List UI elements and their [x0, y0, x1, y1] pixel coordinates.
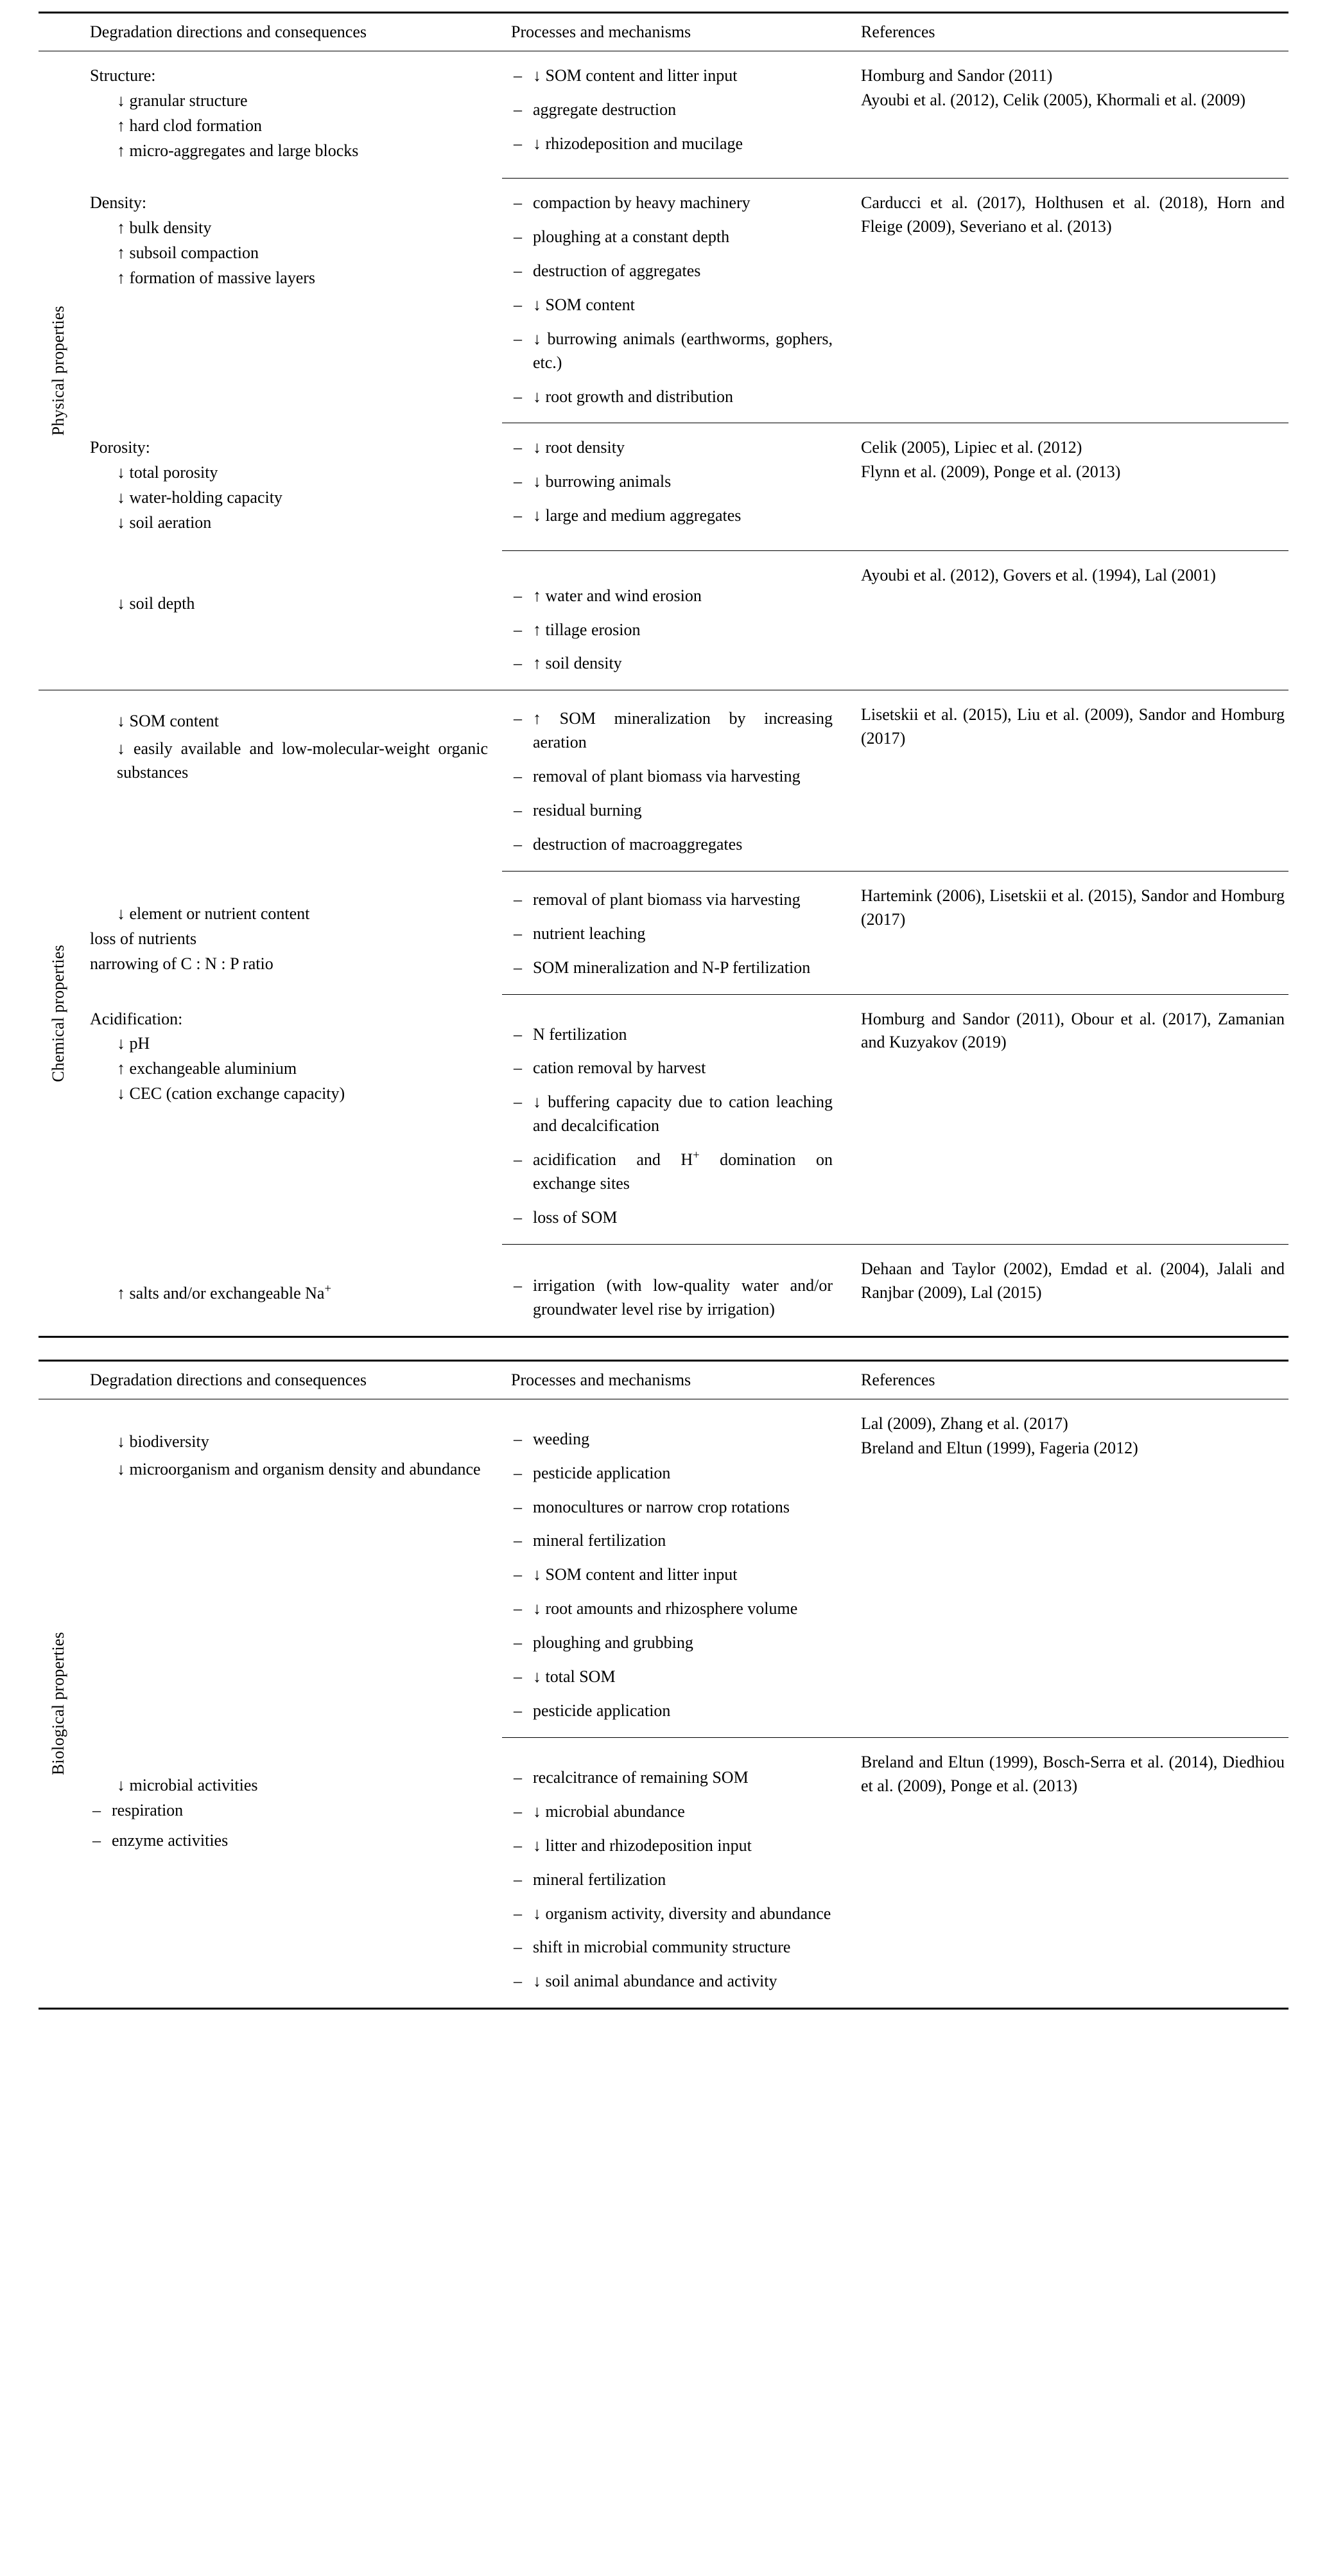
list-item: – ploughing at a constant depth	[511, 225, 833, 249]
table-row	[39, 1399, 1288, 1738]
reference-line: Lal (2009), Zhang et al. (2017)	[861, 1414, 1068, 1433]
degradation-table-part1	[39, 12, 1288, 1338]
header-degradation: Degradation directions and consequences	[90, 1370, 367, 1389]
header-processes: Processes and mechanisms	[511, 22, 691, 41]
list-item: – recalcitrance of remaining SOM	[511, 1766, 833, 1790]
list-item: – ↑ water and wind erosion	[511, 584, 833, 608]
line: ↓ water-holding capacity	[117, 488, 282, 507]
list-item: – loss of SOM	[511, 1206, 833, 1230]
header-degradation: Degradation directions and consequences	[90, 22, 367, 41]
header-references: References	[861, 1370, 935, 1389]
axis-header-spacer	[39, 1362, 78, 1399]
list-item: – SOM mineralization and N-P fertilization	[511, 956, 833, 980]
list-item: – monocultures or narrow crop rotations	[511, 1496, 833, 1520]
cell-processes	[502, 423, 852, 550]
line: ↑ exchangeable aluminium	[117, 1059, 297, 1078]
reference-line: Homburg and Sandor (2011), Obour et al. (2017), Zamanian and Kuzyakov (2019)	[861, 1009, 1285, 1052]
list-item: – ↑ soil density	[511, 652, 833, 676]
table2-bottom-rule	[39, 2009, 1288, 2010]
cell-degradation	[78, 179, 502, 423]
reference-line: Ayoubi et al. (2012), Celik (2005), Khormali et al. (2009)	[861, 90, 1246, 109]
list-item: – respiration	[90, 1799, 488, 1823]
cell-references	[852, 1399, 1288, 1738]
line: loss of nutrients	[90, 929, 197, 948]
cell-references	[852, 551, 1288, 690]
table1-header-row	[39, 13, 1288, 51]
list-item: – ↓ SOM content	[511, 294, 833, 317]
line: ↑ subsoil compaction	[117, 243, 259, 262]
axis-label-text: Chemical properties	[49, 944, 67, 1082]
table2-header-row	[39, 1362, 1288, 1399]
list-item: – ploughing and grubbing	[511, 1631, 833, 1655]
cell-degradation	[78, 1738, 502, 2009]
table-row	[39, 1245, 1288, 1336]
list-item: – ↓ buffering capacity due to cation leaching and decalcification	[511, 1091, 833, 1138]
reference-line: Hartemink (2006), Lisetskii et al. (2015), Sandor and Homburg (2017)	[861, 886, 1285, 929]
line: ↓ granular structure	[117, 91, 248, 110]
list-item: – mineral fertilization	[511, 1868, 833, 1892]
axis-chemical-properties	[39, 690, 78, 1336]
list-item: – cation removal by harvest	[511, 1056, 833, 1080]
cell-degradation	[78, 1245, 502, 1336]
cell-degradation	[78, 690, 502, 871]
cell-processes	[502, 995, 852, 1245]
list-item: – pesticide application	[511, 1699, 833, 1723]
list-item: – ↓ large and medium aggregates	[511, 504, 833, 528]
line: ↓ easily available and low-molecular-weight organic substances	[117, 739, 488, 782]
line: Structure:	[90, 66, 156, 85]
list-item: – ↓ root density	[511, 436, 833, 460]
cell-degradation	[78, 51, 502, 179]
reference-line: Breland and Eltun (1999), Bosch-Serra et al. (2014), Diedhiou et al. (2009), Ponge et al. (2013)	[861, 1752, 1285, 1795]
line: ↓ CEC (cation exchange capacity)	[117, 1084, 345, 1103]
cell-references	[852, 690, 1288, 871]
list-item: – removal of plant biomass via harvesting	[511, 888, 833, 912]
table-row	[39, 690, 1288, 871]
line: ↓ soil aeration	[117, 513, 212, 532]
line: ↓ soil depth	[117, 593, 195, 613]
line: ↓ microorganism and organism density and abundance	[117, 1459, 481, 1478]
table-row	[39, 179, 1288, 423]
list-item: – ↓ root amounts and rhizosphere volume	[511, 1597, 833, 1621]
reference-line: Homburg and Sandor (2011)	[861, 66, 1053, 85]
list-item: – shift in microbial community structure	[511, 1936, 833, 1959]
line: Acidification:	[90, 1009, 183, 1028]
reference-line: Breland and Eltun (1999), Fageria (2012)	[861, 1438, 1138, 1457]
line: ↓ total porosity	[117, 463, 218, 482]
table-row	[39, 51, 1288, 179]
list-item: – residual burning	[511, 799, 833, 823]
line: ↑ formation of massive layers	[117, 268, 316, 287]
axis-biological-properties	[39, 1399, 78, 2009]
line: Density:	[90, 193, 147, 213]
reference-line: Lisetskii et al. (2015), Liu et al. (2009), Sandor and Homburg (2017)	[861, 705, 1285, 748]
table-row	[39, 551, 1288, 690]
cell-processes	[502, 1738, 852, 2009]
table-row	[39, 423, 1288, 550]
list-item: – ↓ litter and rhizodeposition input	[511, 1834, 833, 1858]
cell-processes	[502, 51, 852, 179]
list-item: – pesticide application	[511, 1462, 833, 1485]
list-item: – ↓ burrowing animals	[511, 470, 833, 494]
line: ↑ hard clod formation	[117, 116, 262, 135]
list-item: – ↓ total SOM	[511, 1665, 833, 1689]
list-item: – compaction by heavy machinery	[511, 191, 833, 215]
cell-processes	[502, 1245, 852, 1336]
reference-line: Celik (2005), Lipiec et al. (2012)	[861, 438, 1082, 457]
line: ↓ pH	[117, 1034, 150, 1053]
list-item: – ↓ SOM content and litter input	[511, 64, 833, 88]
list-item: – enzyme activities	[90, 1829, 488, 1853]
cell-processes	[502, 179, 852, 423]
reference-line: Ayoubi et al. (2012), Govers et al. (1994), Lal (2001)	[861, 565, 1216, 584]
reference-line: Dehaan and Taylor (2002), Emdad et al. (2004), Jalali and Ranjbar (2009), Lal (2015)	[861, 1259, 1285, 1302]
line: ↓ SOM content	[117, 712, 219, 731]
line: ↑ bulk density	[117, 218, 212, 238]
header-references: References	[861, 22, 935, 41]
list-item: – destruction of aggregates	[511, 259, 833, 283]
cell-processes	[502, 551, 852, 690]
list-item: – ↑ SOM mineralization by increasing aeration	[511, 707, 833, 755]
list-item: – removal of plant biomass via harvesting	[511, 765, 833, 789]
list-item: – ↓ root growth and distribution	[511, 385, 833, 409]
list-item: – aggregate destruction	[511, 98, 833, 122]
axis-header-spacer	[39, 13, 78, 51]
line: ↓ biodiversity	[117, 1432, 209, 1451]
table-row	[39, 872, 1288, 994]
table-gap	[39, 1338, 1288, 1360]
axis-label-text: Biological properties	[49, 1631, 67, 1775]
axis-label-text: Physical properties	[49, 305, 67, 436]
cell-processes	[502, 690, 852, 871]
degradation-table-part2	[39, 1360, 1288, 2010]
cell-references	[852, 995, 1288, 1245]
axis-physical-properties	[39, 51, 78, 690]
table-row	[39, 995, 1288, 1245]
line: ↑ salts and/or exchangeable Na+	[117, 1282, 331, 1302]
cell-processes	[502, 872, 852, 994]
cell-references	[852, 872, 1288, 994]
list-item: – destruction of macroaggregates	[511, 833, 833, 857]
line: ↓ microbial activities	[117, 1775, 258, 1794]
list-item: – ↓ SOM content and litter input	[511, 1563, 833, 1587]
cell-references	[852, 1738, 1288, 2009]
list-item: – ↓ rhizodeposition and mucilage	[511, 132, 833, 156]
cell-references	[852, 51, 1288, 179]
cell-degradation	[78, 872, 502, 994]
line: Porosity:	[90, 438, 150, 457]
list-item: – mineral fertilization	[511, 1529, 833, 1553]
list-item: – N fertilization	[511, 1023, 833, 1047]
cell-degradation	[78, 423, 502, 550]
cell-references	[852, 1245, 1288, 1336]
list-item: – ↓ soil animal abundance and activity	[511, 1970, 833, 1993]
cell-processes	[502, 1399, 852, 1738]
list-item: – irrigation (with low-quality water and/or groundwater level rise by irrigation)	[511, 1274, 833, 1322]
reference-line: Flynn et al. (2009), Ponge et al. (2013)	[861, 462, 1121, 482]
line: ↑ micro-aggregates and large blocks	[117, 141, 359, 160]
cell-degradation	[78, 1399, 502, 1738]
reference-line: Carducci et al. (2017), Holthusen et al. (2018), Horn and Fleige (2009), Severiano et al. (2013)	[861, 193, 1285, 236]
line: narrowing of C : N : P ratio	[90, 954, 273, 973]
table-row	[39, 1738, 1288, 2009]
list-item: – nutrient leaching	[511, 922, 833, 946]
cell-degradation	[78, 551, 502, 690]
line: ↓ element or nutrient content	[117, 904, 310, 923]
list-item: – ↓ organism activity, diversity and abundance	[511, 1902, 833, 1926]
list-item: – weeding	[511, 1428, 833, 1451]
list-item: – ↑ tillage erosion	[511, 618, 833, 642]
cell-degradation	[78, 995, 502, 1245]
cell-references	[852, 423, 1288, 550]
header-processes: Processes and mechanisms	[511, 1370, 691, 1389]
list-item: – acidification and H+ domination on exchange sites	[511, 1148, 833, 1196]
list-item: – ↓ burrowing animals (earthworms, gophers, etc.)	[511, 328, 833, 375]
cell-references	[852, 179, 1288, 423]
list-item: – ↓ microbial abundance	[511, 1800, 833, 1824]
